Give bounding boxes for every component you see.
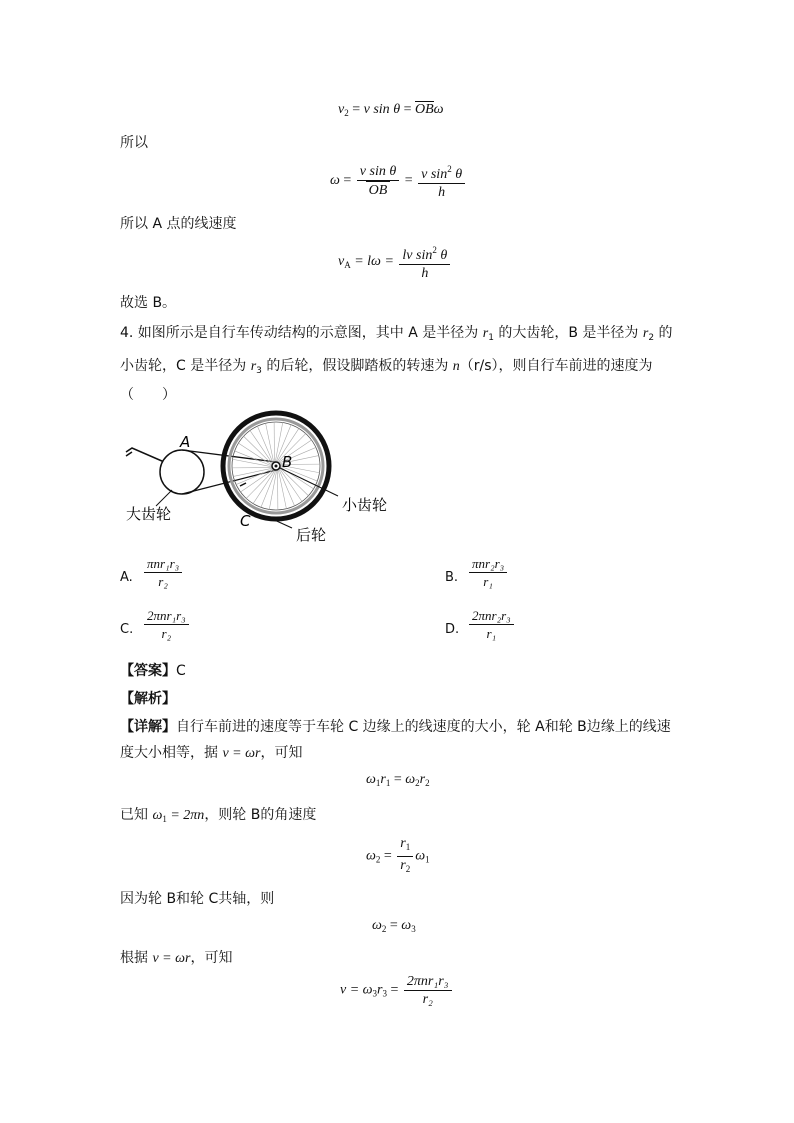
equation-vA: $v_A = l\omega$ = $\frac{lv \sin^2 \theta}{h}$ bbox=[338, 243, 452, 281]
detail-line-2: 度大小相等，据 v = ωr，可知 bbox=[120, 745, 303, 761]
big-gear bbox=[160, 450, 204, 494]
analysis-heading: 【解析】 bbox=[120, 691, 176, 707]
wheel-spoke bbox=[266, 423, 274, 462]
text-coaxial: 因为轮 B和轮 C共轴，则 bbox=[120, 891, 275, 907]
equation-v2: $v_2 = v$ sin θ = OBω bbox=[338, 102, 444, 118]
bicycle-transmission-figure bbox=[120, 410, 420, 550]
text-genju: 根据 v = ωr，可知 bbox=[120, 950, 233, 966]
equation-w2-w3: $\omega_2 = \omega_3$ bbox=[372, 918, 416, 934]
equation-final-v: $v = \omega_3r_3$ = $\frac{\text{2πnr₁r₃}}{\text{r₂}}$ bbox=[340, 974, 454, 1007]
label-A: A bbox=[180, 433, 191, 451]
label-rear-wheel: 后轮 bbox=[296, 526, 327, 544]
question-line-2: 小齿轮，C 是半径为 $r_3$ 的后轮，假设脚踏板的转速为 n（r/s），则自行车前进的速度为 bbox=[120, 358, 653, 376]
text-known-omega1: 已知 $\omega_1 = 2\pi n$，则轮 B的角速度 bbox=[120, 807, 317, 824]
text-linear-speed-A: 所以 A 点的线速度 bbox=[120, 216, 237, 232]
text-suoyi-1: 所以 bbox=[120, 135, 148, 151]
label-big-gear: 大齿轮 bbox=[126, 505, 172, 523]
wheel-spoke bbox=[278, 469, 286, 508]
label-C: C bbox=[240, 512, 251, 530]
question-line-3: （ ） bbox=[120, 387, 176, 403]
question-line-1: 4. 如图所示是自行车传动结构的示意图，其中 A 是半径为 $r_1$ 的大齿轮，B 是半径为 $r_2$ 的 bbox=[120, 325, 673, 343]
detail-line-1: 【详解】自行车前进的速度等于车轮 C 边缘上的线速度的大小，轮 A和轮 B边缘上的线速 bbox=[120, 719, 671, 735]
label-small-gear: 小齿轮 bbox=[342, 496, 388, 514]
equation-w1r1-w2r2: $\omega_1r_1 = \omega_2r_2$ bbox=[366, 772, 430, 788]
label-B: B bbox=[282, 453, 293, 471]
equation-w2: $\omega_2$ = $\frac{r_1}{r_2}$ $\omega_1$ bbox=[366, 836, 430, 874]
wheel-spoke bbox=[269, 470, 277, 510]
text-choose-B: 故选 B。 bbox=[120, 295, 177, 311]
equation-omega: ω = $\frac{\text{v sin θ}}{OB}$ = $\frac{v \sin^2 \theta}{h}$ bbox=[330, 162, 467, 200]
answer: 【答案】C bbox=[120, 663, 186, 679]
